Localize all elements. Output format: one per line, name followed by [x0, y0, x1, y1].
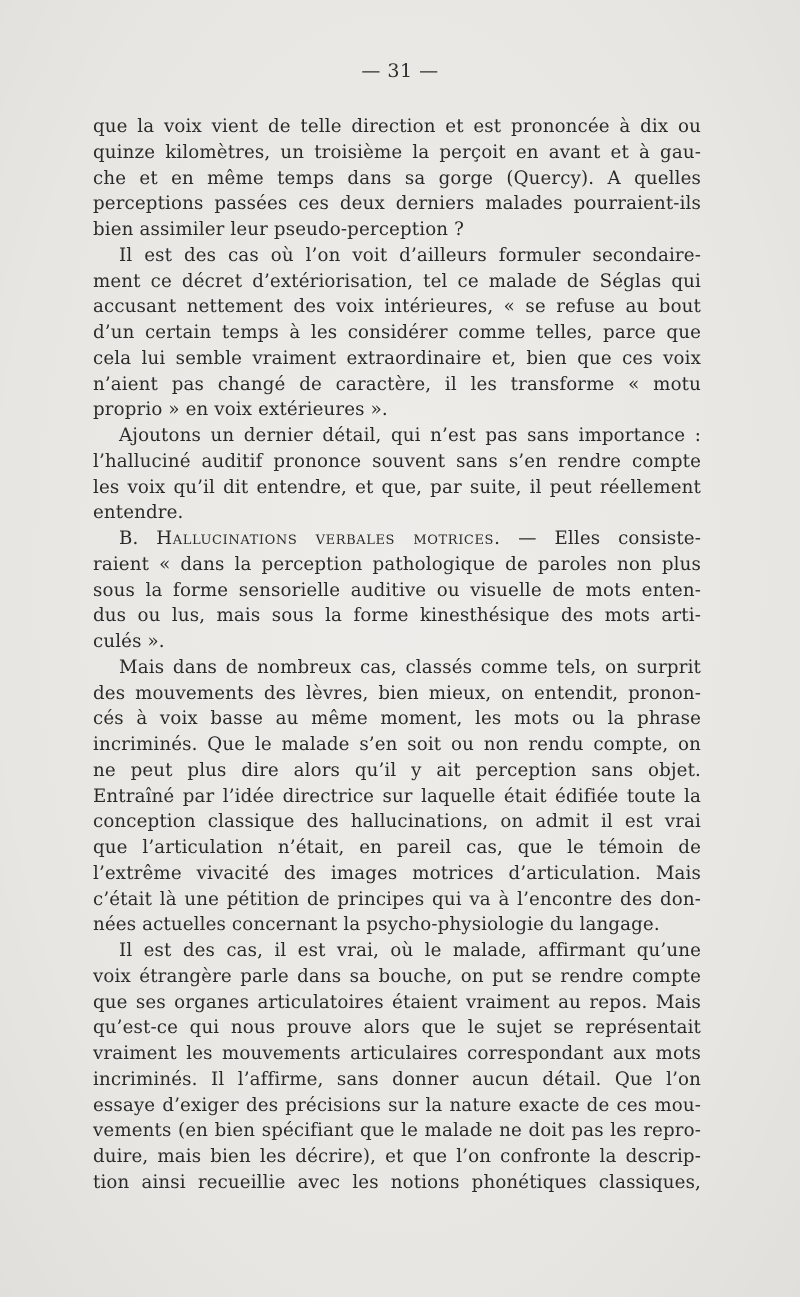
text-line: qu’est-ce qui nous prouve alors que le sujet se représentait — [93, 1017, 701, 1039]
text-line: quinze kilomètres, un troisième la perçoit en avant et à gau- — [93, 141, 701, 163]
section-heading-line — [93, 526, 701, 552]
body-text — [93, 114, 701, 1196]
text-line: entendre. — [93, 502, 184, 524]
text-line: que l’articulation n’était, en pareil cas, que le témoin de — [93, 837, 701, 858]
text-line: sous la forme sensorielle auditive ou visuelle de mots enten- — [93, 579, 701, 601]
text-line: d’un certain temps à les considérer comme telles, parce que — [93, 322, 701, 343]
text-line: Entraîné par l’idée directrice sur laquelle était édifiée toute la — [93, 785, 701, 807]
text-line: l’extrême vivacité des images motrices d’articulation. Mais — [93, 862, 701, 884]
section-heading-rest: — Elles consiste- — [500, 528, 701, 549]
text-line: ne peut plus dire alors qu’il y ait perception sans objet. — [93, 759, 701, 781]
text-line: duire, mais bien les décrire), et que l’on confronte la descrip- — [93, 1146, 701, 1167]
text-line: vements (en bien spécifiant que le malade ne doit pas les repro- — [93, 1120, 701, 1142]
text-line: dus ou lus, mais sous la forme kinesthésique des mots arti- — [93, 605, 701, 627]
text-line: les voix qu’il dit entendre, et que, par suite, il peut réellement — [93, 476, 701, 498]
text-line: l’halluciné auditif prononce souvent sans s’en rendre compte — [93, 450, 701, 472]
section-title: Hallucinations verbales motrices. — [156, 528, 501, 549]
text-line: conception classique des hallucinations, on admit il est vrai — [93, 811, 701, 833]
text-line: Il est des cas où l’on voit d’ailleurs formuler secondaire- — [119, 244, 701, 266]
text-line: Mais dans de nombreux cas, classés comme tels, on surprit — [119, 656, 701, 678]
text-line: que ses organes articulatoires étaient vraiment au repos. Mais — [93, 991, 701, 1013]
text-line: Il est des cas, il est vrai, où le malade, affirmant qu’une — [119, 940, 701, 961]
text-line: essaye d’exiger des précisions sur la nature exacte de ces mou- — [93, 1094, 701, 1116]
text-line: Ajoutons un dernier détail, qui n’est pas sans importance : — [119, 425, 701, 446]
text-line: che et en même temps dans sa gorge (Quercy). A quelles — [93, 167, 701, 189]
text-line: des mouvements des lèvres, bien mieux, on entendit, pronon- — [93, 682, 701, 704]
text-line: voix étrangère parle dans sa bouche, on put se rendre compte — [93, 965, 701, 987]
page-number: — 31 — — [361, 60, 439, 82]
section-letter: B. — [119, 528, 157, 549]
text-line: perceptions passées ces deux derniers malades pourraient-ils — [93, 193, 701, 215]
text-line: incriminés. Il l’affirme, sans donner aucun détail. Que l’on — [93, 1068, 701, 1090]
text-line: cés à voix basse au même moment, les mots ou la phrase — [93, 708, 701, 730]
text-line: vraiment les mouvements articulaires correspondant aux mots — [93, 1043, 701, 1064]
text-line: accusant nettement des voix intérieures, « se refuse au bout — [93, 296, 701, 318]
text-line: raient « dans la perception pathologique de paroles non plus — [93, 553, 701, 575]
text-line: c’était là une pétition de principes qui va à l’encontre des don- — [93, 888, 701, 910]
text-line: nées actuelles concernant la psycho-physiologie du langage. — [93, 914, 660, 936]
text-line: que la voix vient de telle direction et est prononcée à dix ou — [93, 116, 701, 137]
text-line: culés ». — [93, 631, 165, 652]
text-line: n’aient pas changé de caractère, il les transforme « motu — [93, 373, 701, 395]
text-line: bien assimiler leur pseudo-perception ? — [93, 219, 464, 240]
text-line: incriminés. Que le malade s’en soit ou non rendu compte, on — [93, 734, 701, 755]
text-line: ment ce décret d’extériorisation, tel ce malade de Séglas qui — [93, 270, 701, 292]
text-line: cela lui semble vraiment extraordinaire et, bien que ces voix — [93, 347, 701, 369]
text-line: tion ainsi recueillie avec les notions phonétiques classiques, — [93, 1171, 701, 1193]
text-line: proprio » en voix extérieures ». — [93, 399, 388, 421]
